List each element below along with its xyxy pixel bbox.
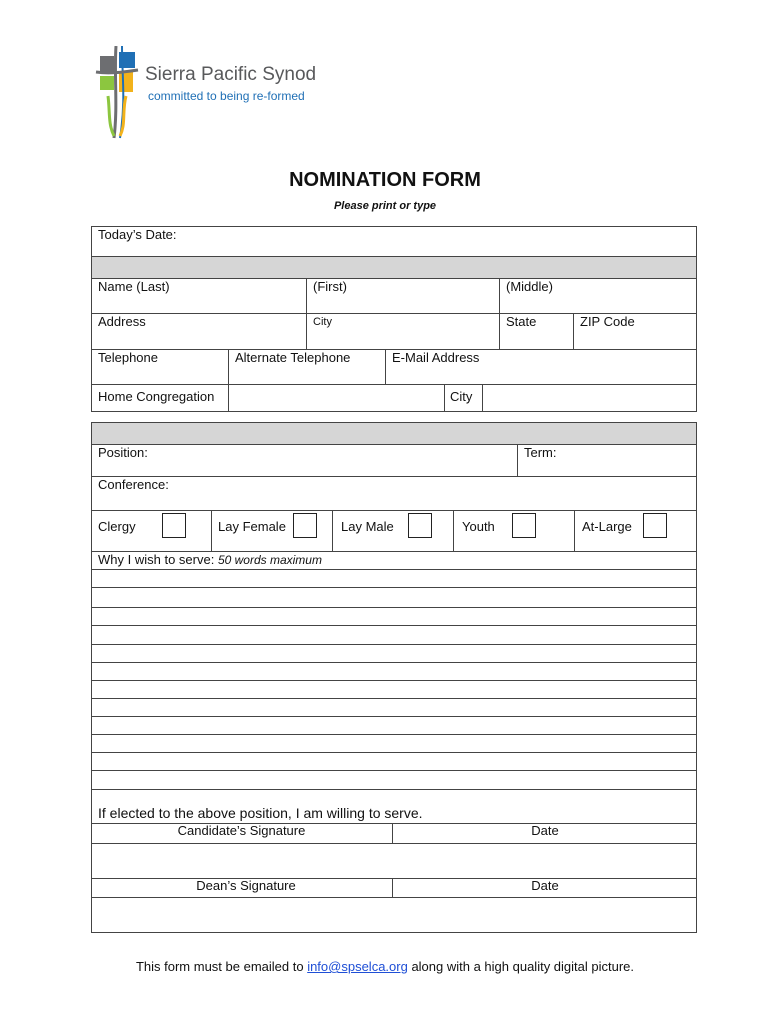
address-label: Address (98, 314, 146, 329)
name-first-field[interactable] (306, 278, 500, 314)
footer-text-before: This form must be emailed to (135, 959, 308, 974)
at-large-checkbox[interactable] (643, 513, 667, 538)
category-clergy-cell (91, 510, 212, 552)
name-last-label: Name (Last) (98, 279, 170, 294)
ruled-line (91, 752, 697, 753)
zip-field[interactable] (573, 313, 697, 350)
ruled-line (91, 625, 697, 626)
conference-label: Conference: (98, 477, 169, 492)
ruled-line (91, 716, 697, 717)
ruled-line (91, 680, 697, 681)
why-serve-hint: 50 words maximum (217, 553, 322, 567)
youth-checkbox[interactable] (512, 513, 536, 538)
email-label: E-Mail Address (392, 350, 480, 365)
alt-telephone-label: Alternate Telephone (235, 350, 351, 365)
ruled-line (91, 789, 697, 790)
dean-signature-field[interactable] (92, 898, 696, 932)
conference-field[interactable] (91, 476, 697, 511)
why-serve-label (98, 552, 322, 567)
name-middle-label: (Middle) (506, 279, 553, 294)
home-congregation-field[interactable] (228, 384, 445, 412)
form-subtitle: Please print or type (333, 200, 437, 212)
category-at-large-cell (574, 510, 697, 552)
name-middle-field[interactable] (499, 278, 697, 314)
zip-label: ZIP Code (580, 314, 635, 329)
footer-text-after: along with a high quality digital picture. (407, 959, 635, 974)
position-label: Position: (98, 445, 148, 460)
category-clergy-label: Clergy (98, 519, 136, 534)
todays-date-field[interactable] (91, 226, 697, 257)
category-lay-male-label: Lay Male (341, 519, 394, 534)
logo-tagline: committed to being re-formed (148, 89, 305, 103)
congregation-city-label: City (450, 389, 473, 404)
date2-label: Date (531, 878, 559, 893)
alt-telephone-field[interactable] (228, 349, 386, 385)
ruled-line (91, 644, 697, 645)
ruled-line (91, 662, 697, 663)
willing-to-serve-text: If elected to the above position, I am willing to serve. (98, 805, 423, 821)
why-serve-label-text: Why I wish to serve: (98, 552, 215, 567)
category-youth-label: Youth (462, 519, 495, 534)
lay-male-checkbox[interactable] (408, 513, 432, 538)
dean-signature-label: Dean’s Signature (196, 878, 296, 893)
logo-name: Sierra Pacific Synod (145, 64, 317, 85)
category-lay-male-cell (332, 510, 454, 552)
date1-label: Date (531, 823, 559, 838)
section1-header-bar (91, 256, 697, 279)
city-field[interactable] (306, 313, 500, 350)
state-field[interactable] (499, 313, 574, 350)
ruled-line (91, 698, 697, 699)
lay-female-checkbox[interactable] (293, 513, 317, 538)
category-youth-cell (453, 510, 575, 552)
term-field[interactable] (517, 444, 697, 477)
home-congregation-label-cell (91, 384, 229, 412)
telephone-label: Telephone (98, 350, 158, 365)
name-first-label: (First) (313, 279, 347, 294)
address-field[interactable] (91, 313, 307, 350)
footer-note (0, 959, 770, 974)
todays-date-label: Today’s Date: (98, 227, 177, 242)
logo (92, 46, 317, 140)
ruled-line (91, 587, 697, 588)
email-field[interactable] (385, 349, 697, 385)
home-congregation-label: Home Congregation (98, 389, 215, 404)
synod-cross-icon (92, 46, 142, 140)
telephone-field[interactable] (91, 349, 229, 385)
category-at-large-label: At-Large (582, 519, 632, 534)
category-lay-female-label: Lay Female (218, 519, 286, 534)
category-lay-female-cell (211, 510, 333, 552)
ruled-line (91, 569, 697, 570)
congregation-city-field[interactable] (482, 384, 697, 412)
position-field[interactable] (91, 444, 518, 477)
why-serve-area[interactable] (91, 551, 697, 824)
state-label: State (506, 314, 537, 329)
clergy-checkbox[interactable] (162, 513, 186, 538)
candidate-signature-label: Candidate’s Signature (177, 823, 306, 838)
ruled-line (91, 607, 697, 608)
term-label: Term: (524, 445, 557, 460)
ruled-line (91, 770, 697, 771)
section2-header-bar (91, 422, 697, 445)
city-label: City (313, 316, 332, 328)
form-title: NOMINATION FORM (289, 169, 481, 191)
name-last-field[interactable] (91, 278, 307, 314)
candidate-signature-field[interactable] (92, 844, 696, 878)
footer-email-link[interactable]: info@spselca.org (307, 959, 408, 974)
ruled-line (91, 734, 697, 735)
congregation-city-label-cell (444, 384, 483, 412)
